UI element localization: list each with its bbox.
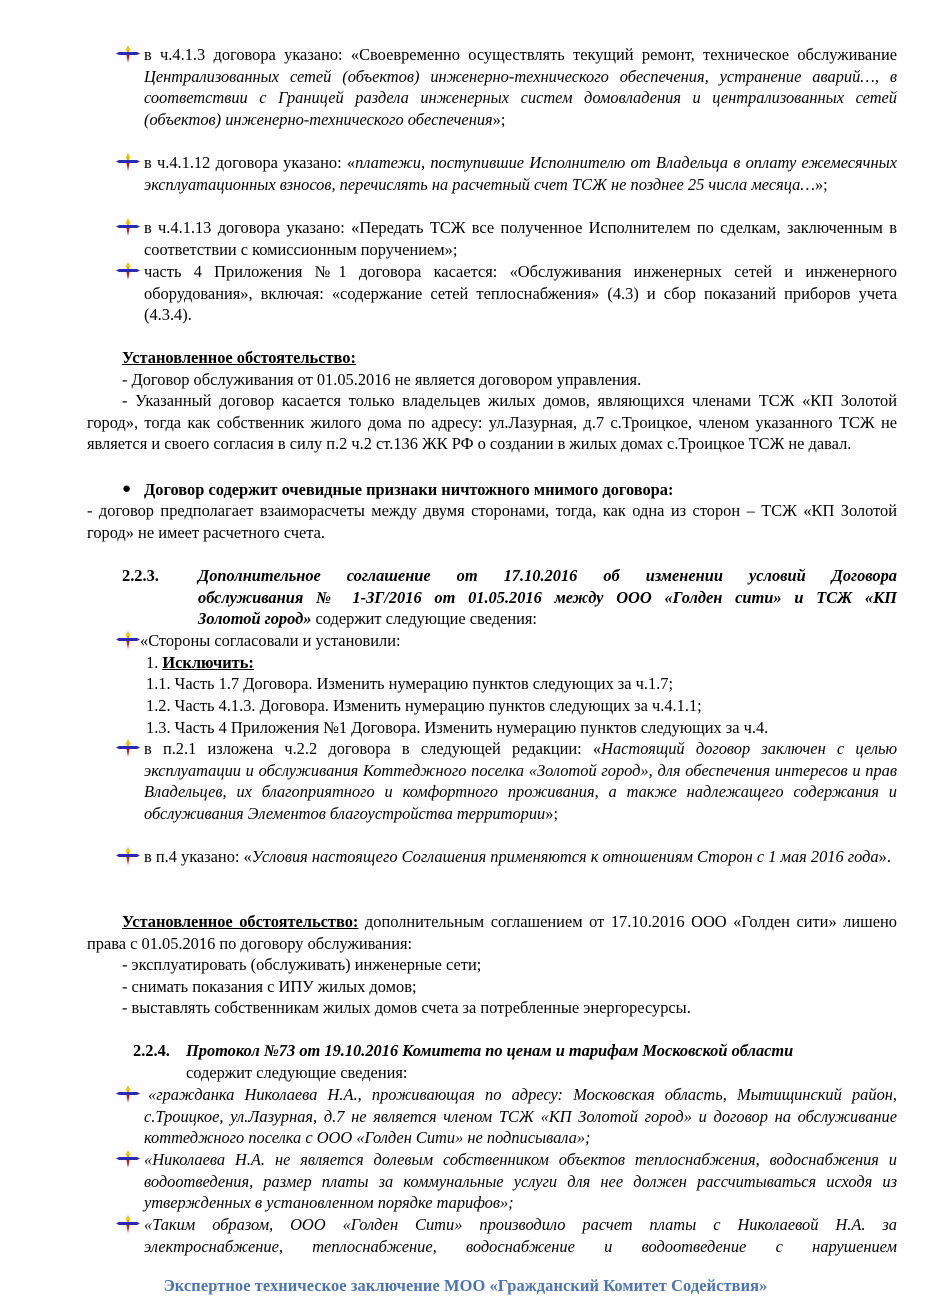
list-item: 1. Исключить: bbox=[146, 653, 254, 672]
section-title-line: содержит следующие сведения: bbox=[186, 1063, 408, 1082]
dot-bullet-text: Договор содержит очевидные признаки ничтожного мнимого договора: bbox=[144, 480, 674, 499]
dagger-bullet-icon bbox=[116, 1214, 140, 1234]
bullet-text: «Стороны согласовали и установили: bbox=[140, 631, 401, 650]
list-item: 1.3. Часть 4 Приложения №1 Договора. Изменить нумерацию пунктов следующих за ч.4. bbox=[146, 718, 769, 737]
bullet-text: в п.2.1 изложена ч.2.2 договора в следующей редакции: «Настоящий договор заключен с целью эксплуатации и обслуживания Коттеджного поселка «Золотой город», для обеспечения интересов и прав Владельцев, их благоприятного и комфортного проживания, а также надлежащего содержания и обслуживания Элементов благоустройства территории»; bbox=[144, 739, 898, 824]
dagger-bullet-icon bbox=[116, 217, 140, 237]
bullet-text: «гражданка Николаева Н.А., проживающая по адресу: Московская область, Мытищинский район, с.Троицкое, ул.Лазурная, д.7 не является членом ТСЖ «КП Золотой город» и договор на обслуживание коттеджного поселка с ООО «Голден Сити» не подписывала»; bbox=[144, 1085, 897, 1148]
dagger-bullet-icon bbox=[116, 1084, 140, 1104]
section-number: 2.2.3. bbox=[122, 566, 159, 585]
dagger-bullet-icon bbox=[116, 261, 140, 281]
dagger-bullet-icon bbox=[116, 1149, 140, 1169]
list-item: 1.2. Часть 4.1.3. Договора. Изменить нумерацию пунктов следующих за ч.4.1.1; bbox=[146, 696, 702, 715]
finding-line: - выставлять собственникам жилых домов счета за потребленные энергоресурсы. bbox=[122, 998, 691, 1017]
section-title-line: Протокол №73 от 19.10.2016 Комитета по ценам и тарифам Московской области bbox=[186, 1041, 794, 1060]
list-item: 1.1. Часть 1.7 Договора. Изменить нумерацию пунктов следующих за ч.1.7; bbox=[146, 674, 674, 693]
dash-paragraph: - договор предполагает взаиморасчеты между двумя сторонами, тогда, как одна из сторон – ТСЖ «КП Золотой город» не имеет расчетного счета. bbox=[87, 501, 897, 542]
section-title-line: обслуживания № 1-ЗГ/2016 от 01.05.2016 между ООО «Голден сити» и ТСЖ «КП bbox=[198, 588, 897, 607]
bullet-text: в ч.4.1.3 договора указано: «Своевременно осуществлять текущий ремонт, техническое обслуживание Централизованных сетей (объектов) инженерно-технического обеспечения, устранение аварий…, в соответствии с Границей раздела инженерных систем домовладения и централизованных сетей (объектов) инженерно-технического обеспечения»; bbox=[144, 45, 897, 130]
section-number: 2.2.4. bbox=[133, 1041, 170, 1060]
page-footer: Экспертное техническое заключение МОО «Гражданский Комитет Содействия» bbox=[163, 1276, 768, 1295]
bullet-text: в ч.4.1.12 договора указано: «платежи, поступившие Исполнителю от Владельца в оплату ежемесячных эксплуатационных взносов, перечислять на расчетный счет ТСЖ не позднее 25 числа месяца…»; bbox=[144, 153, 897, 194]
bullet-text: «Таким образом, ООО «Голден Сити» производило расчет платы с Николаевой Н.А. за электроснабжение, теплоснабжение, водоснабжение и водоотведение с нарушением bbox=[144, 1215, 897, 1256]
dot-bullet-icon: ● bbox=[122, 481, 132, 497]
finding-heading: Установленное обстоятельство: bbox=[122, 348, 356, 367]
dagger-bullet-icon bbox=[116, 846, 140, 866]
dagger-bullet-icon bbox=[116, 738, 140, 758]
section-title-line: Дополнительное соглашение от 17.10.2016 об изменении условий Договора bbox=[198, 566, 897, 585]
finding-line: - Договор обслуживания от 01.05.2016 не является договором управления. bbox=[122, 370, 642, 389]
bullet-text: в п.4 указано: «Условия настоящего Соглашения применяются к отношениям Сторон с 1 мая 2016 года». bbox=[144, 847, 891, 866]
section-title-line: Золотой город» содержит следующие сведения: bbox=[198, 609, 537, 628]
finding-paragraph: - Указанный договор касается только владельцев жилых домов, являющихся членами ТСЖ «КП Золотой город», тогда как собственник жилого дома по адресу: ул.Лазурная, д.7 с.Троицкое, членом указанного ТСЖ не является и своего согласия в силу п.2 ч.2 ст.136 ЖК РФ о создании в жилых домах с.Троицкое ТСЖ не давал. bbox=[87, 391, 897, 454]
finding-paragraph: Установленное обстоятельство: дополнительным соглашением от 17.10.2016 ООО «Голден сити» лишено права с 01.05.2016 по договору обслуживания: bbox=[87, 912, 897, 953]
finding-line: - снимать показания с ИПУ жилых домов; bbox=[122, 977, 417, 996]
finding-line: - эксплуатировать (обслуживать) инженерные сети; bbox=[122, 955, 482, 974]
bullet-text: в ч.4.1.13 договора указано: «Передать ТСЖ все полученное Исполнителем по сделкам, заключенным в соответствии с комиссионным поручением»; bbox=[144, 218, 897, 259]
bullet-text: часть 4 Приложения №1 договора касается: «Обслуживания инженерных сетей и инженерного оборудования», включая: «содержание сетей теплоснабжения» (4.3) и сбор показаний приборов учета (4.3.4). bbox=[144, 262, 897, 325]
dagger-bullet-icon bbox=[116, 152, 140, 172]
dagger-bullet-icon bbox=[116, 630, 140, 650]
bullet-text: «Николаева Н.А. не является долевым собственником объектов теплоснабжения, водоснабжения и водоотведения, размер платы за коммунальные услуги для нее должен рассчитываться исходя из утвержденных в установленном порядке тарифов»; bbox=[144, 1150, 897, 1213]
dagger-bullet-icon bbox=[116, 44, 140, 64]
